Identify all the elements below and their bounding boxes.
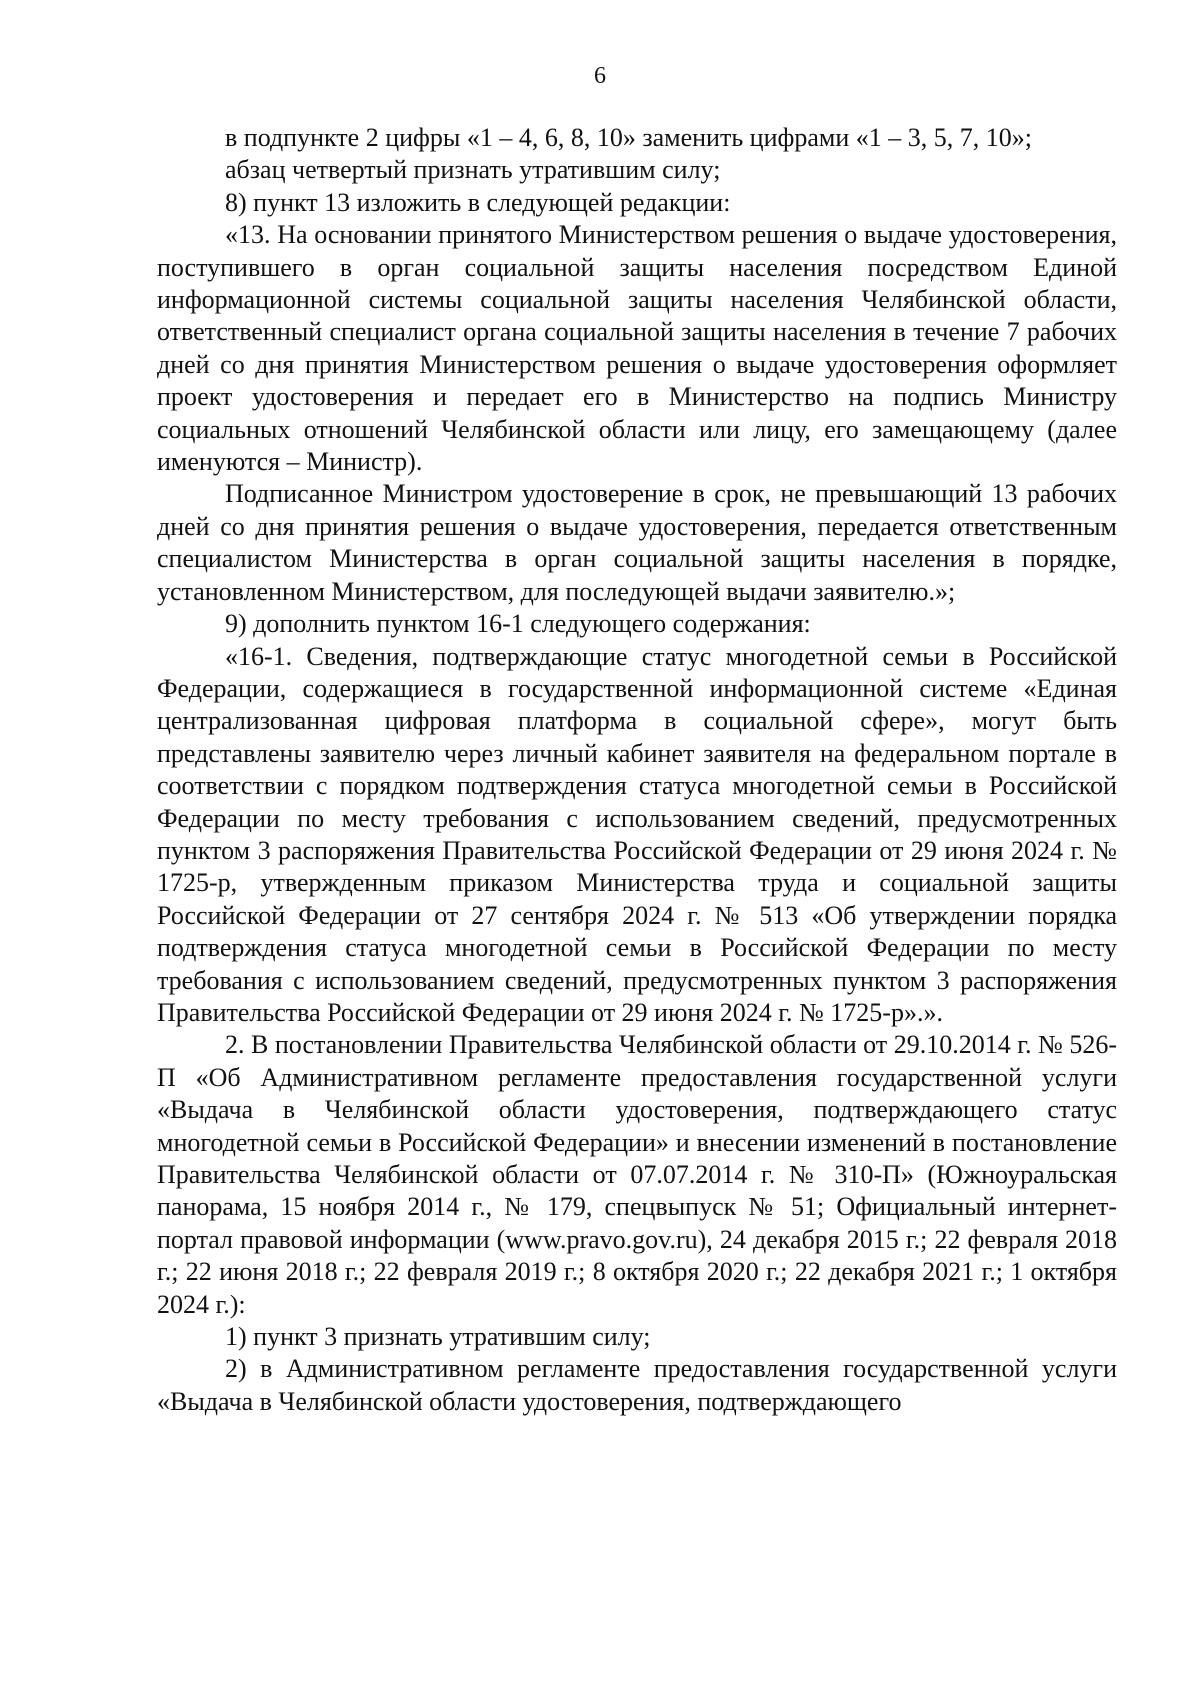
document-body <box>157 122 1117 1418</box>
paragraph-fourth-abzac: абзац четвертый признать утратившим силу; <box>225 155 721 185</box>
page-number: 6 <box>594 63 606 89</box>
paragraph-item-9: 9) дополнить пунктом 16-1 следующего содержания: <box>225 609 811 639</box>
paragraph-point-13: «13. На основании принятого Министерством решения о выдаче удостоверения, поступившего в орган социальной защиты населения посредством Единой информационной системы социальной защиты населения Челябинской области, ответственный специалист органа социальной защиты населения в течение 7 рабочих дней со дня принятия Министерством решения о выдаче удостоверения оформляет проект удостоверения и передает его в Министерство на подпись Министру социальных отношений Челябинской области или лицу, его замещающему (далее именуются – Министр). <box>157 220 1117 477</box>
paragraph-point-16-1: «16-1. Сведения, подтверждающие статус многодетной семьи в Российской Федерации, содержащиеся в государственной информационной системе «Единая централизованная цифровая платформа в социальной сфере», могут быть представлены заявителю через личный кабинет заявителя на федеральном портале в соответствии с порядком подтверждения статуса многодетной семьи в Российской Федерации по месту требования с использованием сведений, предусмотренных пунктом 3 распоряжения Правительства Российской Федерации от 29 июня 2024 г. № 1725-р, утвержденным приказом Министерства труда и социальной защиты Российской Федерации от 27 сентября 2024 г. № 513 «Об утверждении порядка подтверждения статуса многодетной семьи в Российской Федерации по месту требования с использованием сведений, предусмотренных пунктом 3 распоряжения Правительства Российской Федерации от 29 июня 2024 г. № 1725-р».». <box>157 641 1117 1027</box>
paragraph-item-8: 8) пункт 13 изложить в следующей редакции: <box>225 187 731 217</box>
paragraph-subpoint-2-digits: в подпункте 2 цифры «1 – 4, 6, 8, 10» заменить цифрами «1 – 3, 5, 7, 10»; <box>225 123 1032 152</box>
paragraph-subitem-1: 1) пункт 3 признать утратившим силу; <box>225 1322 651 1352</box>
paragraph-section-2: 2. В постановлении Правительства Челябинской области от 29.10.2014 г. № 526-П «Об Административном регламенте предоставления государственной услуги «Выдача в Челябинской области удостоверения, подтверждающего статус многодетной семьи в Российской Федерации» и внесении изменений в постановление Правительства Челябинской области от 07.07.2014 г. № 310-П» (Южноуральская панорама, 15 ноября 2014 г., № 179, спецвыпуск № 51; Официальный интернет-портал правовой информации (www.pravo.gov.ru), 24 декабря 2015 г.; 22 февраля 2018 г.; 22 июня 2018 г.; 22 февраля 2019 г.; 8 октября 2020 г.; 22 декабря 2021 г.; 1 октября 2024 г.): <box>157 1030 1117 1319</box>
paragraph-signed-certificate: Подписанное Министром удостоверение в срок, не превышающий 13 рабочих дней со дня принятия решения о выдаче удостоверения, передается ответственным специалистом Министерства в орган социальной защиты населения в порядке, установленном Министерством, для последующей выдачи заявителю.»; <box>157 479 1117 606</box>
paragraph-subitem-2: 2) в Административном регламенте предоставления государственной услуги «Выдача в Челябинской области удостоверения, подтверждающего <box>157 1354 1117 1416</box>
